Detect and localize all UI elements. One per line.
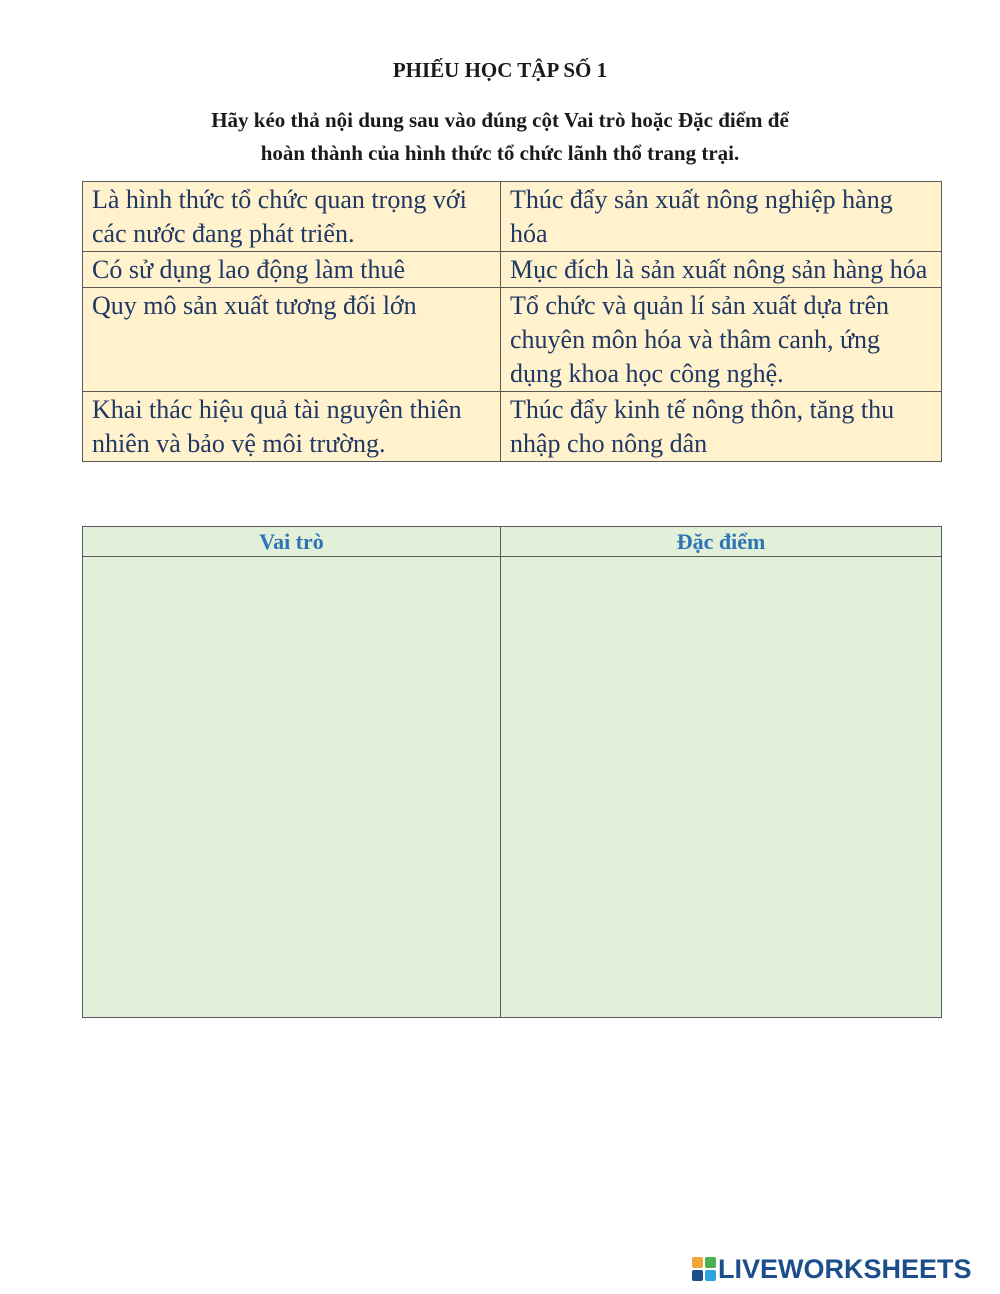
page-title: PHIẾU HỌC TẬP SỐ 1 bbox=[392, 58, 608, 82]
dac-diem-drop-zone[interactable] bbox=[501, 557, 942, 1018]
draggable-item[interactable]: Có sử dụng lao động làm thuê bbox=[83, 252, 501, 288]
table-row bbox=[83, 182, 942, 252]
vai-tro-header: Vai trò bbox=[83, 527, 501, 557]
instruction bbox=[120, 104, 880, 170]
table-row bbox=[83, 288, 942, 392]
instruction-line-1: Hãy kéo thả nội dung sau vào đúng cột Vai trò hoặc Đặc điểm để bbox=[211, 108, 789, 132]
vai-tro-drop-zone[interactable] bbox=[83, 557, 501, 1018]
dac-diem-header: Đặc điểm bbox=[501, 527, 942, 557]
draggable-item[interactable]: Quy mô sản xuất tương đối lớn bbox=[83, 288, 501, 392]
draggable-item[interactable]: Mục đích là sản xuất nông sản hàng hóa bbox=[501, 252, 942, 288]
draggable-item[interactable]: Khai thác hiệu quả tài nguyên thiên nhiên và bảo vệ môi trường. bbox=[83, 392, 501, 462]
items-table bbox=[82, 181, 942, 462]
instruction-line-2: hoàn thành của hình thức tổ chức lãnh thổ trang trại. bbox=[260, 141, 740, 165]
draggable-item[interactable]: Tổ chức và quản lí sản xuất dựa trên chuyên môn hóa và thâm canh, ứng dụng khoa học công nghệ. bbox=[501, 288, 942, 392]
draggable-item[interactable]: Là hình thức tổ chức quan trọng với các nước đang phát triển. bbox=[83, 182, 501, 252]
table-row bbox=[83, 252, 942, 288]
draggable-item[interactable]: Thúc đẩy kinh tế nông thôn, tăng thu nhập cho nông dân bbox=[501, 392, 942, 462]
liveworksheets-wordmark: LIVEWORKSHEETS bbox=[718, 1253, 972, 1284]
liveworksheets-logo-icon bbox=[692, 1257, 716, 1281]
answer-table bbox=[82, 526, 942, 1018]
draggable-item[interactable]: Thúc đẩy sản xuất nông nghiệp hàng hóa bbox=[501, 182, 942, 252]
liveworksheets-brand bbox=[692, 1250, 972, 1288]
table-row bbox=[83, 392, 942, 462]
